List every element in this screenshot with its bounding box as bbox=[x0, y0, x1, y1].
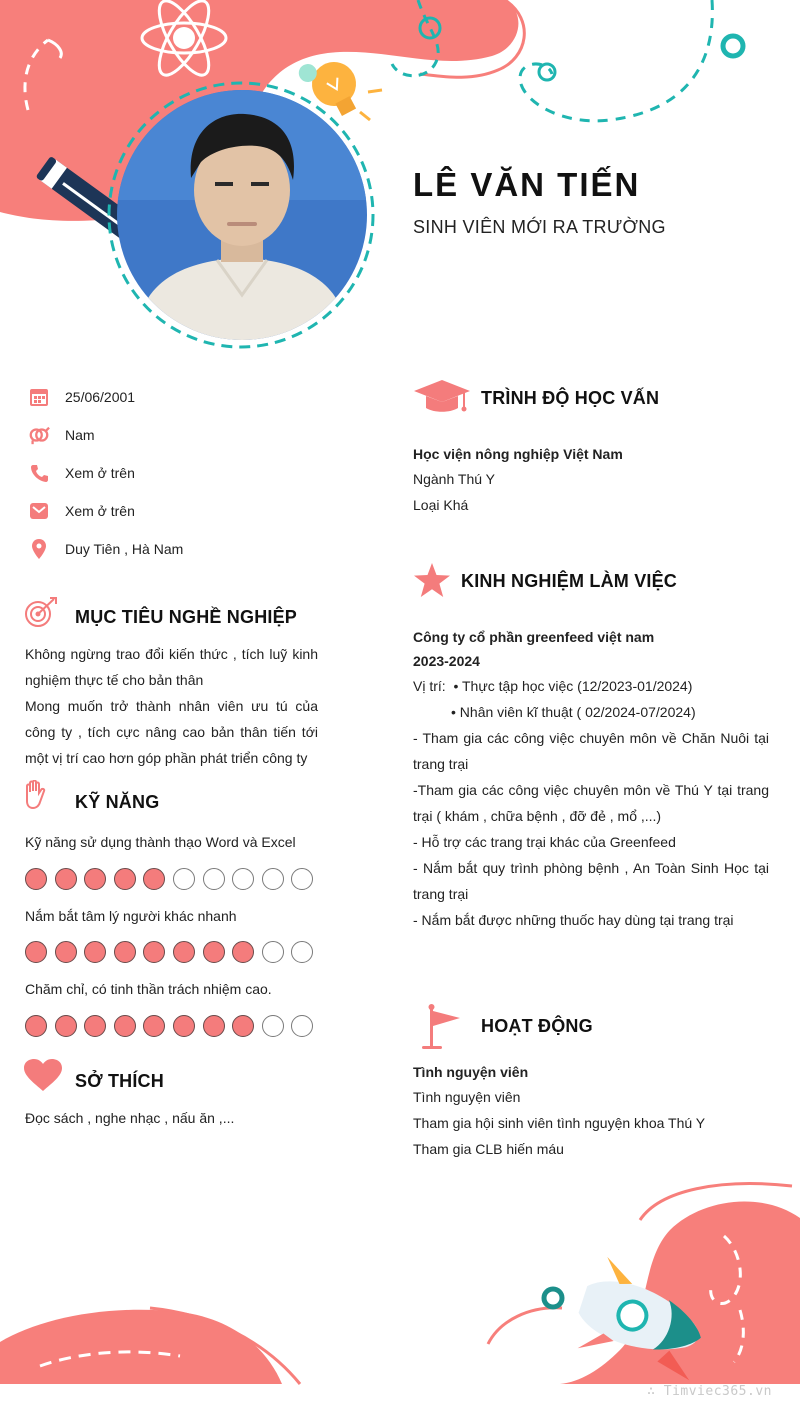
rating-dot-filled bbox=[55, 1015, 77, 1037]
section-title-skills: KỸ NĂNG bbox=[75, 792, 160, 812]
experience-company: Công ty cổ phần greenfeed việt nam bbox=[413, 629, 655, 645]
section-title-education: TRÌNH ĐỘ HỌC VẤN bbox=[481, 388, 660, 408]
rating-dot-filled bbox=[25, 1015, 47, 1037]
rating-dot-filled bbox=[232, 941, 254, 963]
rating-dot-empty bbox=[262, 941, 284, 963]
section-title-objective: MỤC TIÊU NGHỀ NGHIỆP bbox=[75, 607, 298, 627]
education-grade: Loại Khá bbox=[413, 497, 469, 513]
experience-position-2: • Nhân viên kĩ thuật ( 02/2024-07/2024) bbox=[451, 704, 696, 720]
objective-text-2: Mong muốn trở thành nhân viên ưu tú của công ty , tích cực nâng cao bản thân tiến tới một vị trí cao hơn góp phần phát triển công ty bbox=[25, 698, 318, 766]
calendar-icon bbox=[28, 386, 50, 408]
activities-line-1: Tình nguyện viên bbox=[413, 1089, 521, 1105]
rating-dot-filled bbox=[143, 1015, 165, 1037]
rating-dot-filled bbox=[173, 1015, 195, 1037]
rating-dot-filled bbox=[25, 941, 47, 963]
location-pin-icon bbox=[28, 538, 50, 560]
rating-dot-filled bbox=[84, 941, 106, 963]
contact-location bbox=[28, 537, 358, 561]
candidate-role: SINH VIÊN MỚI RA TRƯỜNG bbox=[413, 217, 666, 237]
skill-label: Kỹ năng sử dụng thành thạo Word và Excel bbox=[25, 834, 296, 850]
experience-period: 2023-2024 bbox=[413, 653, 480, 669]
education-school: Học viện nông nghiệp Việt Nam bbox=[413, 446, 623, 462]
rating-dot-filled bbox=[84, 868, 106, 890]
heart-icon bbox=[24, 1059, 62, 1096]
skill-label: Nắm bắt tâm lý người khác nhanh bbox=[25, 908, 237, 924]
rating-dot-filled bbox=[203, 941, 225, 963]
activities-line-2: Tham gia hội sinh viên tình nguyện khoa Thú Y bbox=[413, 1115, 706, 1131]
section-title-experience: KINH NGHIỆM LÀM VIỆC bbox=[461, 571, 678, 591]
hand-icon bbox=[24, 780, 48, 815]
rating-dot-empty bbox=[262, 1015, 284, 1037]
rating-dot-filled bbox=[203, 1015, 225, 1037]
gender-icon bbox=[28, 424, 50, 446]
graduation-cap-icon bbox=[414, 380, 470, 419]
experience-duty-4: - Nắm bắt quy trình phòng bệnh , An Toàn Sinh Học tại trang trại bbox=[413, 860, 769, 902]
experience-duty-5: - Nắm bắt được những thuốc hay dùng tại trang trại bbox=[413, 912, 734, 928]
rating-dot-empty bbox=[203, 868, 225, 890]
rating-dot-filled bbox=[143, 941, 165, 963]
rating-dot-empty bbox=[232, 868, 254, 890]
flag-icon bbox=[420, 1004, 462, 1055]
rating-dot-empty bbox=[291, 941, 313, 963]
experience-position-1: Vị trí: • Thực tập học việc (12/2023-01/2024) bbox=[413, 678, 693, 694]
rating-dot-filled bbox=[114, 868, 136, 890]
rating-dot-filled bbox=[173, 941, 195, 963]
hobbies-text: Đọc sách , nghe nhạc , nấu ăn ,... bbox=[25, 1110, 235, 1126]
avatar-photo bbox=[117, 90, 367, 340]
education-major: Ngành Thú Y bbox=[413, 471, 495, 487]
rating-dot-empty bbox=[291, 868, 313, 890]
rating-dot-filled bbox=[143, 868, 165, 890]
skill-rating bbox=[25, 1015, 321, 1037]
activities-line-3: Tham gia CLB hiến máu bbox=[413, 1141, 564, 1157]
rating-dot-empty bbox=[291, 1015, 313, 1037]
contact-birthdate bbox=[28, 385, 358, 409]
rating-dot-filled bbox=[114, 941, 136, 963]
skill-rating bbox=[25, 868, 321, 890]
contact-phone bbox=[28, 461, 358, 485]
section-title-hobbies: SỞ THÍCH bbox=[75, 1071, 164, 1091]
skill-rating bbox=[25, 941, 321, 963]
contact-value: Xem ở trên bbox=[65, 503, 135, 519]
contact-value: Duy Tiên , Hà Nam bbox=[65, 541, 184, 557]
activities-heading: Tình nguyện viên bbox=[413, 1064, 529, 1080]
phone-icon bbox=[28, 462, 50, 484]
rating-dot-filled bbox=[25, 868, 47, 890]
experience-duty-2: -Tham gia các công việc chuyên môn về Thú Y tại trang trại ( khám , chữa bệnh , đỡ đẻ , mổ ,...) bbox=[413, 782, 769, 824]
rating-dot-empty bbox=[173, 868, 195, 890]
skill-label: Chăm chỉ, có tinh thần trách nhiệm cao. bbox=[25, 981, 272, 997]
section-title-activities: HOẠT ĐỘNG bbox=[481, 1016, 593, 1036]
star-icon bbox=[414, 563, 450, 602]
email-icon bbox=[28, 500, 50, 522]
watermark: ∴ Timviec365.vn bbox=[647, 1384, 772, 1399]
rating-dot-filled bbox=[55, 868, 77, 890]
rating-dot-filled bbox=[114, 1015, 136, 1037]
experience-duty-1: - Tham gia các công việc chuyên môn về Chăn Nuôi tại trang trại bbox=[413, 730, 769, 772]
contact-value: Xem ở trên bbox=[65, 465, 135, 481]
contact-value: Nam bbox=[65, 427, 95, 443]
contact-gender bbox=[28, 423, 358, 447]
objective-text-1: Không ngừng trao đổi kiến thức , tích luỹ kinh nghiệm thực tế cho bản thân bbox=[25, 646, 318, 688]
contact-value: 25/06/2001 bbox=[65, 389, 136, 405]
candidate-name: LÊ VĂN TIẾN bbox=[413, 166, 641, 203]
rating-dot-empty bbox=[262, 868, 284, 890]
contact-email bbox=[28, 499, 358, 523]
rating-dot-filled bbox=[232, 1015, 254, 1037]
target-icon bbox=[24, 596, 58, 635]
experience-duty-3: - Hỗ trợ các trang trại khác của Greenfeed bbox=[413, 834, 676, 850]
rating-dot-filled bbox=[84, 1015, 106, 1037]
rating-dot-filled bbox=[55, 941, 77, 963]
